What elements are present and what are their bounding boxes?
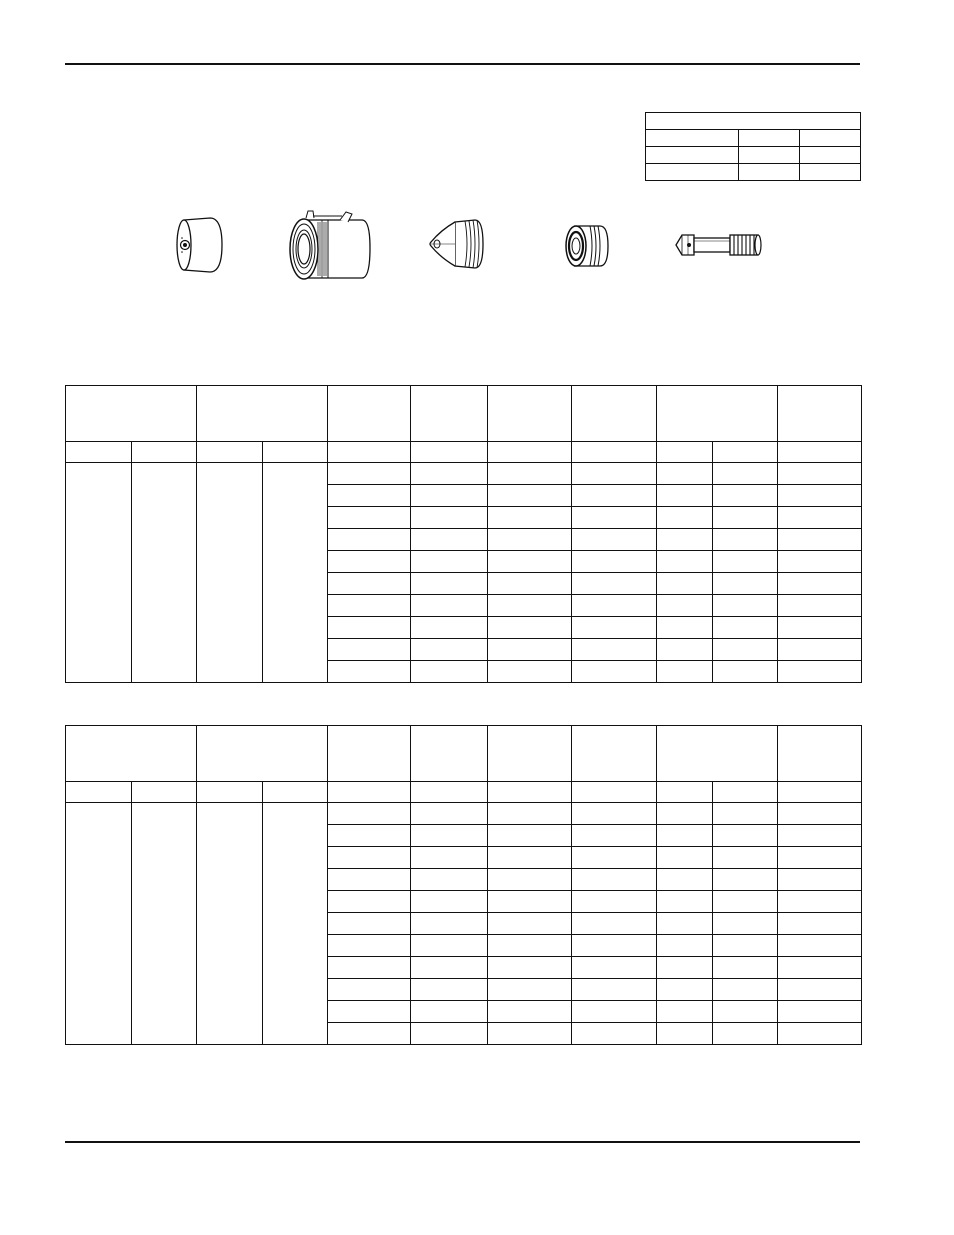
table-cell (411, 957, 488, 979)
table-cell (657, 1023, 713, 1045)
subheader-cell (488, 782, 572, 803)
merged-cell (132, 803, 197, 1045)
table-cell (411, 485, 488, 507)
table-cell (488, 551, 572, 573)
table-cell (488, 913, 572, 935)
table-cell (411, 529, 488, 551)
table-cell (572, 891, 657, 913)
table-cell (713, 891, 778, 913)
table-cell (713, 573, 778, 595)
table-cell (778, 1001, 862, 1023)
subheader-cell (572, 442, 657, 463)
spec-table (645, 112, 861, 181)
subheader-cell (328, 782, 411, 803)
table-cell (713, 529, 778, 551)
shield-cap-icon (170, 208, 230, 278)
table-cell (488, 639, 572, 661)
merged-cell (197, 463, 263, 683)
table-cell (572, 485, 657, 507)
table-cell (778, 617, 862, 639)
merged-cell (66, 463, 132, 683)
cut-chart-body (66, 463, 862, 683)
table-cell (328, 617, 411, 639)
table-cell (328, 957, 411, 979)
table-cell (488, 869, 572, 891)
table-cell (411, 847, 488, 869)
cut-chart-subheader-row (66, 782, 862, 803)
table-cell (572, 463, 657, 485)
table-cell (411, 617, 488, 639)
table-cell (411, 573, 488, 595)
table-cell (488, 1001, 572, 1023)
header-cell (328, 726, 411, 782)
table-cell (328, 551, 411, 573)
table-cell (657, 825, 713, 847)
table-cell (657, 913, 713, 935)
subheader-cell (713, 782, 778, 803)
table-cell (411, 891, 488, 913)
cut-chart-table (65, 725, 862, 1045)
spec-table-cell (739, 130, 800, 147)
subheader-cell (197, 782, 263, 803)
table-cell (778, 639, 862, 661)
header-cell (572, 726, 657, 782)
table-cell (328, 1023, 411, 1045)
table-cell (488, 1023, 572, 1045)
table-cell (657, 847, 713, 869)
table-cell (778, 595, 862, 617)
table-cell (328, 661, 411, 683)
table-cell (713, 957, 778, 979)
retaining-cap-icon (282, 208, 377, 283)
table-cell (778, 847, 862, 869)
table-cell (657, 869, 713, 891)
table-cell (778, 869, 862, 891)
table-cell (572, 979, 657, 1001)
table-cell (778, 803, 862, 825)
nozzle-icon (425, 212, 490, 274)
table-cell (778, 463, 862, 485)
table-cell (328, 803, 411, 825)
table-cell (488, 979, 572, 1001)
spec-table-row (646, 130, 861, 147)
table-cell (328, 847, 411, 869)
table-cell (778, 507, 862, 529)
subheader-cell (572, 782, 657, 803)
table-cell (572, 661, 657, 683)
table-cell (572, 573, 657, 595)
spec-table-title-cell (646, 113, 861, 130)
subheader-cell (197, 442, 263, 463)
header-cell (778, 726, 862, 782)
table-cell (572, 825, 657, 847)
table-cell (778, 825, 862, 847)
table-cell (572, 869, 657, 891)
table-cell (713, 617, 778, 639)
table-cell (657, 935, 713, 957)
table-cell (657, 573, 713, 595)
subheader-cell (411, 782, 488, 803)
table-row (66, 803, 862, 825)
subheader-cell (328, 442, 411, 463)
table-cell (713, 639, 778, 661)
subheader-cell (488, 442, 572, 463)
merged-cell (197, 803, 263, 1045)
table-cell (572, 847, 657, 869)
table-cell (657, 979, 713, 1001)
table-cell (713, 595, 778, 617)
header-cell (328, 386, 411, 442)
table-cell (657, 661, 713, 683)
table-cell (488, 573, 572, 595)
table-cell (411, 979, 488, 1001)
table-cell (713, 869, 778, 891)
table-cell (411, 825, 488, 847)
subheader-cell (263, 442, 328, 463)
table-cell (713, 507, 778, 529)
cut-chart-body (66, 803, 862, 1045)
table-cell (572, 1001, 657, 1023)
table-cell (328, 979, 411, 1001)
subheader-cell (411, 442, 488, 463)
table-cell (657, 957, 713, 979)
header-cell (488, 386, 572, 442)
table-cell (488, 529, 572, 551)
electrode-icon (672, 228, 764, 262)
table-cell (778, 957, 862, 979)
spec-table-cell (646, 164, 739, 181)
table-cell (657, 803, 713, 825)
subheader-cell (132, 782, 197, 803)
table-cell (328, 913, 411, 935)
table-cell (328, 529, 411, 551)
table-cell (657, 617, 713, 639)
table-cell (488, 661, 572, 683)
spec-table-cell (739, 164, 800, 181)
table-cell (657, 891, 713, 913)
table-cell (411, 639, 488, 661)
subheader-cell (66, 782, 132, 803)
header-cell (411, 726, 488, 782)
spec-table-cell (739, 147, 800, 164)
table-cell (488, 803, 572, 825)
table-cell (778, 979, 862, 1001)
table-cell (778, 485, 862, 507)
header-cell (197, 386, 328, 442)
table-cell (713, 935, 778, 957)
cut-chart-table (65, 385, 862, 683)
merged-cell (263, 463, 328, 683)
header-cell (411, 386, 488, 442)
table-cell (713, 1001, 778, 1023)
subheader-cell (778, 782, 862, 803)
table-cell (778, 913, 862, 935)
table-cell (411, 463, 488, 485)
spec-table-cell (800, 164, 861, 181)
table-cell (657, 485, 713, 507)
header-cell (66, 726, 197, 782)
table-cell (572, 1023, 657, 1045)
table-cell (328, 891, 411, 913)
table-cell (572, 957, 657, 979)
table-cell (328, 639, 411, 661)
spec-table-row (646, 164, 861, 181)
table-cell (328, 463, 411, 485)
table-cell (572, 551, 657, 573)
merged-cell (263, 803, 328, 1045)
header-cell (778, 386, 862, 442)
header-cell (66, 386, 197, 442)
table-cell (572, 529, 657, 551)
table-cell (713, 551, 778, 573)
table-cell (488, 847, 572, 869)
table-cell (411, 913, 488, 935)
header-cell (657, 726, 778, 782)
table-cell (488, 485, 572, 507)
table-cell (657, 463, 713, 485)
table-cell (488, 463, 572, 485)
table-cell (778, 573, 862, 595)
header-cell (197, 726, 328, 782)
table-cell (778, 551, 862, 573)
table-cell (328, 507, 411, 529)
cut-chart-header-row (66, 726, 862, 782)
table-cell (657, 507, 713, 529)
table-row (66, 463, 862, 485)
table-cell (713, 803, 778, 825)
spec-table-cell (800, 130, 861, 147)
table-cell (572, 639, 657, 661)
header-cell (488, 726, 572, 782)
table-cell (328, 825, 411, 847)
table-cell (411, 935, 488, 957)
merged-cell (132, 463, 197, 683)
subheader-cell (263, 782, 328, 803)
subheader-cell (657, 782, 713, 803)
cut-chart-subheader-row (66, 442, 862, 463)
table-cell (411, 1001, 488, 1023)
spec-table-cell (646, 130, 739, 147)
table-cell (572, 507, 657, 529)
table-cell (713, 913, 778, 935)
table-cell (488, 617, 572, 639)
subheader-cell (778, 442, 862, 463)
table-cell (657, 529, 713, 551)
subheader-cell (132, 442, 197, 463)
table-cell (572, 617, 657, 639)
table-cell (488, 957, 572, 979)
header-rule (65, 63, 860, 65)
cut-chart-header-row (66, 386, 862, 442)
table-cell (657, 1001, 713, 1023)
footer-rule (65, 1141, 860, 1143)
table-cell (572, 595, 657, 617)
table-cell (657, 551, 713, 573)
table-cell (488, 595, 572, 617)
table-cell (572, 803, 657, 825)
table-cell (778, 1023, 862, 1045)
table-cell (713, 1023, 778, 1045)
table-cell (328, 1001, 411, 1023)
table-cell (411, 1023, 488, 1045)
table-cell (488, 507, 572, 529)
table-cell (488, 891, 572, 913)
table-cell (411, 595, 488, 617)
table-cell (713, 485, 778, 507)
table-cell (778, 935, 862, 957)
table-cell (778, 661, 862, 683)
table-cell (713, 979, 778, 1001)
table-cell (328, 485, 411, 507)
table-cell (328, 935, 411, 957)
table-cell (488, 935, 572, 957)
header-cell (657, 386, 778, 442)
table-cell (778, 891, 862, 913)
swirl-ring-icon (560, 222, 615, 270)
table-cell (572, 913, 657, 935)
table-cell (411, 661, 488, 683)
table-cell (713, 463, 778, 485)
table-cell (778, 529, 862, 551)
spec-table-title-row (646, 113, 861, 130)
table-cell (411, 803, 488, 825)
header-cell (572, 386, 657, 442)
table-cell (657, 595, 713, 617)
table-cell (713, 847, 778, 869)
table-cell (328, 573, 411, 595)
table-cell (411, 551, 488, 573)
table-cell (713, 661, 778, 683)
table-cell (328, 869, 411, 891)
spec-table-cell (646, 147, 739, 164)
merged-cell (66, 803, 132, 1045)
table-cell (328, 595, 411, 617)
table-cell (657, 639, 713, 661)
table-cell (411, 507, 488, 529)
table-cell (713, 825, 778, 847)
subheader-cell (66, 442, 132, 463)
spec-table-cell (800, 147, 861, 164)
spec-table-row (646, 147, 861, 164)
table-cell (488, 825, 572, 847)
table-cell (572, 935, 657, 957)
subheader-cell (713, 442, 778, 463)
subheader-cell (657, 442, 713, 463)
table-cell (411, 869, 488, 891)
